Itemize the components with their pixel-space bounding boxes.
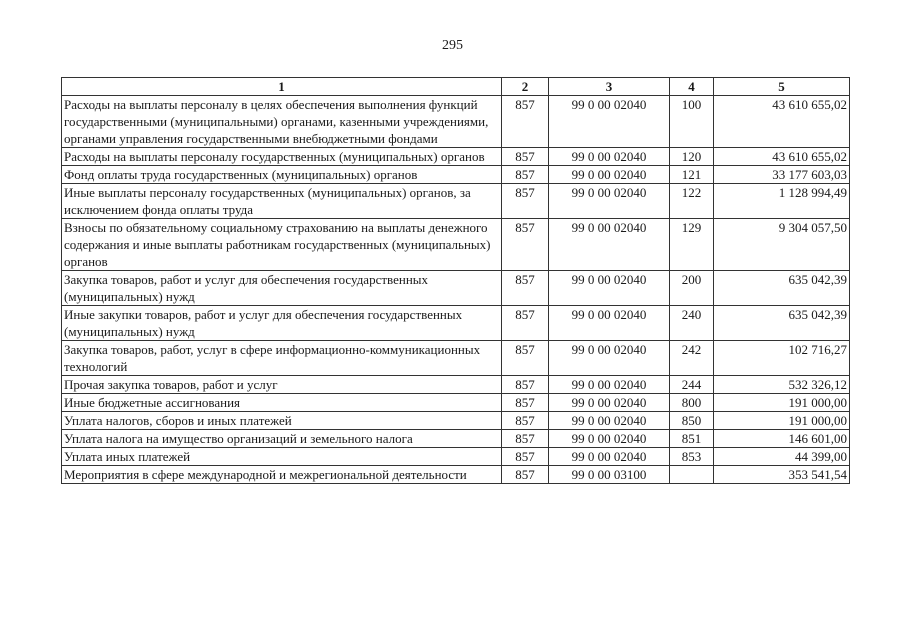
row-name: Фонд оплаты труда государственных (муниципальных) органов bbox=[62, 166, 502, 184]
row-amount: 33 177 603,03 bbox=[714, 166, 850, 184]
row-admin-code: 857 bbox=[502, 376, 549, 394]
row-admin-code: 857 bbox=[502, 271, 549, 306]
table-row bbox=[62, 394, 850, 412]
row-amount: 44 399,00 bbox=[714, 448, 850, 466]
row-admin-code: 857 bbox=[502, 306, 549, 341]
row-expense-type: 853 bbox=[670, 448, 714, 466]
row-amount: 102 716,27 bbox=[714, 341, 850, 376]
row-admin-code: 857 bbox=[502, 466, 549, 484]
row-amount: 9 304 057,50 bbox=[714, 219, 850, 271]
header-col-2: 2 bbox=[502, 78, 549, 96]
row-admin-code: 857 bbox=[502, 219, 549, 271]
row-target-article: 99 0 00 02040 bbox=[549, 148, 670, 166]
row-expense-type: 129 bbox=[670, 219, 714, 271]
row-admin-code: 857 bbox=[502, 341, 549, 376]
table-row bbox=[62, 466, 850, 484]
row-expense-type: 240 bbox=[670, 306, 714, 341]
row-name: Иные бюджетные ассигнования bbox=[62, 394, 502, 412]
header-col-4: 4 bbox=[670, 78, 714, 96]
table-row bbox=[62, 306, 850, 341]
table-row bbox=[62, 148, 850, 166]
header-row bbox=[62, 78, 850, 96]
row-admin-code: 857 bbox=[502, 148, 549, 166]
table-row bbox=[62, 219, 850, 271]
row-admin-code: 857 bbox=[502, 412, 549, 430]
row-amount: 146 601,00 bbox=[714, 430, 850, 448]
row-target-article: 99 0 00 02040 bbox=[549, 341, 670, 376]
row-target-article: 99 0 00 02040 bbox=[549, 376, 670, 394]
row-amount: 191 000,00 bbox=[714, 412, 850, 430]
row-name: Мероприятия в сфере международной и межрегиональной деятельности bbox=[62, 466, 502, 484]
table-body bbox=[62, 96, 850, 484]
row-admin-code: 857 bbox=[502, 448, 549, 466]
row-name: Уплата налога на имущество организаций и земельного налога bbox=[62, 430, 502, 448]
row-name: Расходы на выплаты персоналу государственных (муниципальных) органов bbox=[62, 148, 502, 166]
table-row bbox=[62, 412, 850, 430]
row-name: Иные выплаты персоналу государственных (муниципальных) органов, за исключением фонда оплаты труда bbox=[62, 184, 502, 219]
row-target-article: 99 0 00 02040 bbox=[549, 394, 670, 412]
table-row bbox=[62, 166, 850, 184]
budget-table bbox=[61, 77, 850, 484]
table-row bbox=[62, 96, 850, 148]
row-name: Взносы по обязательному социальному страхованию на выплаты денежного содержания и иные выплаты работникам государственных (муниципальных) органов bbox=[62, 219, 502, 271]
row-target-article: 99 0 00 02040 bbox=[549, 271, 670, 306]
row-amount: 1 128 994,49 bbox=[714, 184, 850, 219]
row-target-article: 99 0 00 03100 bbox=[549, 466, 670, 484]
table-row bbox=[62, 448, 850, 466]
table-row bbox=[62, 271, 850, 306]
row-target-article: 99 0 00 02040 bbox=[549, 412, 670, 430]
row-name: Расходы на выплаты персоналу в целях обеспечения выполнения функций государственными (муниципальными) органами, казенными учреждениями, органами управления государственными внебюджетными фондами bbox=[62, 96, 502, 148]
row-name: Уплата иных платежей bbox=[62, 448, 502, 466]
row-amount: 353 541,54 bbox=[714, 466, 850, 484]
row-amount: 532 326,12 bbox=[714, 376, 850, 394]
row-name: Закупка товаров, работ и услуг для обеспечения государственных (муниципальных) нужд bbox=[62, 271, 502, 306]
row-name: Закупка товаров, работ, услуг в сфере информационно-коммуникационных технологий bbox=[62, 341, 502, 376]
row-target-article: 99 0 00 02040 bbox=[549, 219, 670, 271]
row-target-article: 99 0 00 02040 bbox=[549, 184, 670, 219]
page-number: 295 bbox=[442, 38, 463, 53]
table-row bbox=[62, 184, 850, 219]
header-col-5: 5 bbox=[714, 78, 850, 96]
row-amount: 43 610 655,02 bbox=[714, 96, 850, 148]
row-amount: 635 042,39 bbox=[714, 271, 850, 306]
row-expense-type: 122 bbox=[670, 184, 714, 219]
header-col-3: 3 bbox=[549, 78, 670, 96]
row-admin-code: 857 bbox=[502, 184, 549, 219]
row-admin-code: 857 bbox=[502, 430, 549, 448]
row-target-article: 99 0 00 02040 bbox=[549, 166, 670, 184]
row-expense-type: 120 bbox=[670, 148, 714, 166]
row-expense-type bbox=[670, 466, 714, 484]
table-row bbox=[62, 376, 850, 394]
row-admin-code: 857 bbox=[502, 394, 549, 412]
row-admin-code: 857 bbox=[502, 96, 549, 148]
row-amount: 43 610 655,02 bbox=[714, 148, 850, 166]
row-target-article: 99 0 00 02040 bbox=[549, 448, 670, 466]
row-target-article: 99 0 00 02040 bbox=[549, 96, 670, 148]
row-expense-type: 242 bbox=[670, 341, 714, 376]
row-expense-type: 850 bbox=[670, 412, 714, 430]
row-admin-code: 857 bbox=[502, 166, 549, 184]
row-target-article: 99 0 00 02040 bbox=[549, 306, 670, 341]
header-col-1: 1 bbox=[62, 78, 502, 96]
row-target-article: 99 0 00 02040 bbox=[549, 430, 670, 448]
row-expense-type: 121 bbox=[670, 166, 714, 184]
row-amount: 635 042,39 bbox=[714, 306, 850, 341]
row-expense-type: 100 bbox=[670, 96, 714, 148]
row-amount: 191 000,00 bbox=[714, 394, 850, 412]
row-expense-type: 800 bbox=[670, 394, 714, 412]
row-name: Иные закупки товаров, работ и услуг для обеспечения государственных (муниципальных) нужд bbox=[62, 306, 502, 341]
row-name: Прочая закупка товаров, работ и услуг bbox=[62, 376, 502, 394]
row-expense-type: 851 bbox=[670, 430, 714, 448]
row-expense-type: 200 bbox=[670, 271, 714, 306]
row-expense-type: 244 bbox=[670, 376, 714, 394]
table-row bbox=[62, 430, 850, 448]
row-name: Уплата налогов, сборов и иных платежей bbox=[62, 412, 502, 430]
table-row bbox=[62, 341, 850, 376]
